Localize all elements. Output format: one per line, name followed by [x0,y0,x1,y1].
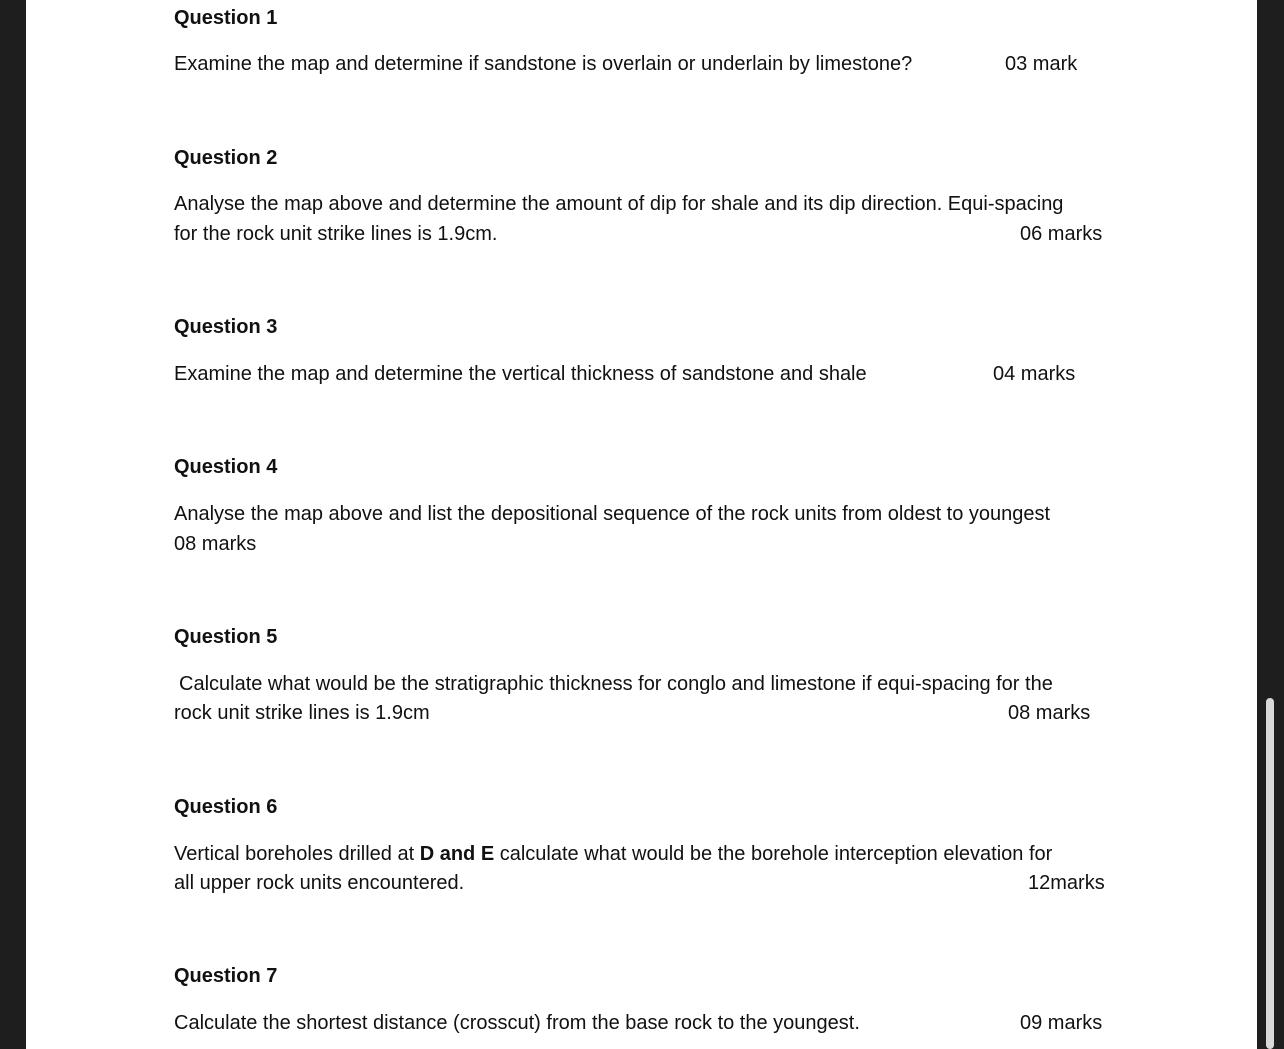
question-4-text: Analyse the map above and list the depositional sequence of the rock units from oldest to youngest [174,503,1051,525]
question-1-marks: 03 mark [1005,53,1078,75]
question-2-heading: Question 2 [174,147,278,169]
question-1-text: Examine the map and determine if sandstone is overlain or underlain by limestone? [174,53,913,75]
document-page [26,0,1257,1049]
question-6-text-line1 [174,842,1052,866]
question-2-text-line2: for the rock unit strike lines is 1.9cm. [174,223,498,245]
question-3-text: Examine the map and determine the vertical thickness of sandstone and shale [174,363,867,385]
question-6-marks: 12marks [1028,872,1105,894]
question-7-marks: 09 marks [1020,1012,1103,1034]
question-5-marks: 08 marks [1008,702,1091,724]
question-6-text-line2: all upper rock units encountered. [174,872,465,894]
question-5-text-line2: rock unit strike lines is 1.9cm [174,702,430,724]
question-4-heading: Question 4 [174,456,278,478]
question-3-heading: Question 3 [174,316,278,338]
question-5-text-line1: Calculate what would be the stratigraphic thickness for conglo and limestone if equi-spacing for the [179,673,1053,695]
question-6-heading: Question 6 [174,796,278,818]
question-6-text-pre: Vertical boreholes drilled at [174,843,420,865]
question-7-heading: Question 7 [174,965,278,987]
question-5-heading: Question 5 [174,626,278,648]
question-7-text: Calculate the shortest distance (crosscut) from the base rock to the youngest. [174,1012,860,1034]
question-2-text-line1: Analyse the map above and determine the amount of dip for shale and its dip direction. Equi-spacing [174,193,1064,215]
question-6-text-post: calculate what would be the borehole interception elevation for [494,843,1053,865]
question-4-marks: 08 marks [174,533,257,555]
question-1-heading: Question 1 [174,7,278,29]
scrollbar-thumb[interactable] [1266,698,1274,1049]
question-3-marks: 04 marks [993,363,1076,385]
question-2-marks: 06 marks [1020,223,1103,245]
question-6-borehole-labels: D and E [419,843,495,865]
